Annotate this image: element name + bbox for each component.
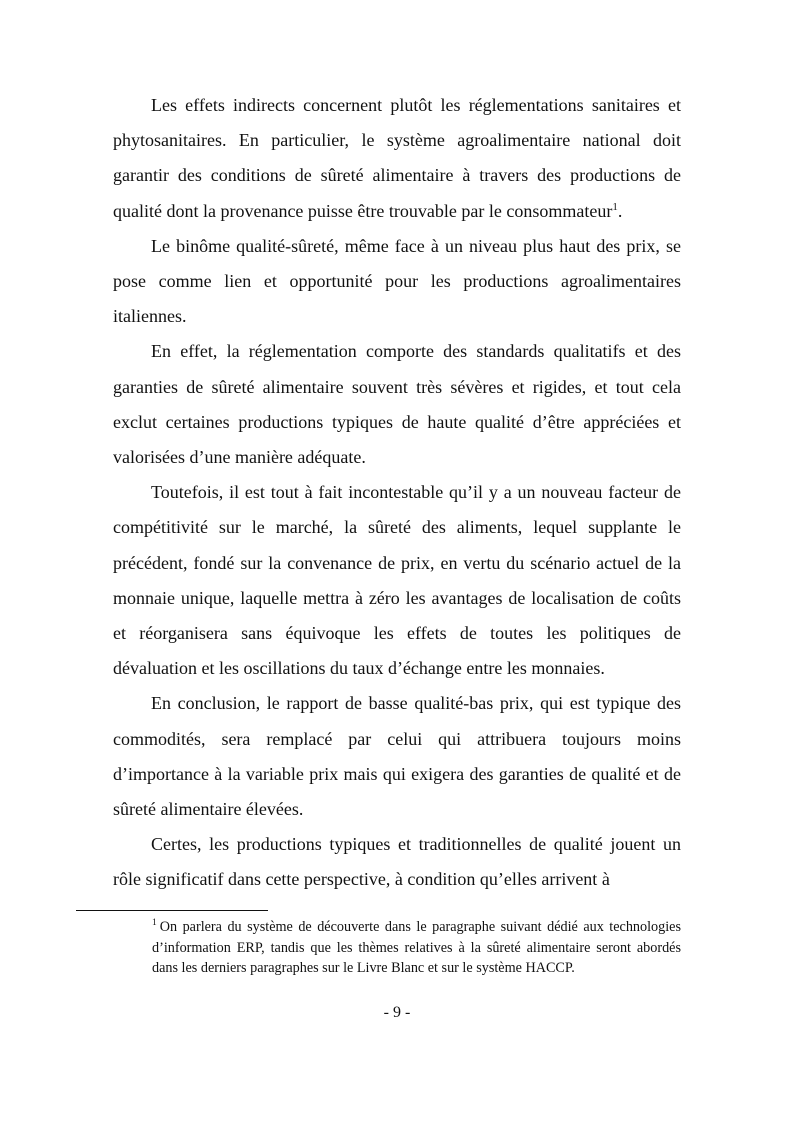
footnote: [152, 917, 681, 979]
footnote-text: On parlera du système de découverte dans le paragraphe suivant dédié aux technologies d’information ERP, tandis que les thèmes relatives à la sûreté alimentaire seront abordés dans les derniers paragraphes sur le Livre Blanc et sur le système HACCP.: [152, 919, 681, 977]
footnote-reference: 1: [612, 200, 618, 213]
body-text: [113, 88, 681, 898]
paragraph-conclusion: En conclusion, le rapport de basse qualité-bas prix, qui est typique des commodités, sera remplacé par celui qui attribuera toujours moins d’importance à la variable prix mais qui exigera des garanties de qualité et de sûreté alimentaire élevées.: [113, 693, 681, 820]
paragraph-end-punctuation: .: [617, 200, 623, 221]
paragraph-typical-productions: Certes, les productions typiques et traditionnelles de qualité jouent un rôle significatif dans cette perspective, à condition qu’elles arrivent à: [113, 834, 681, 890]
paragraph-competitiveness: Toutefois, il est tout à fait incontestable qu’il y a un nouveau facteur de compétitivité sur le marché, la sûreté des aliments, lequel supplante le précédent, fondé sur la convenance de prix, en vertu du scénario actuel de la monnaie unique, laquelle mettra à zéro les avantages de localisation de coûts et réorganisera sans équivoque les effets de toutes les politiques de dévaluation et les oscillations du taux d’échange entre les monnaies.: [113, 482, 681, 679]
page-number: - 9 -: [383, 1004, 411, 1021]
paragraph-text: Les effets indirects concernent plutôt les réglementations sanitaires et phytosanitaires. En particulier, le système agroalimentaire national doit garantir des conditions de sûreté alimentaire à travers des productions de qualité dont la provenance puisse être trouvable par le consommateur: [113, 95, 681, 221]
paragraph-regulation: En effet, la réglementation comporte des standards qualitatifs et des garanties de sûreté alimentaire souvent très sévères et rigides, et tout cela exclut certaines productions typiques de haute qualité d’être appréciées et valorisées d’une manière adéquate.: [113, 341, 681, 468]
paragraph-quality-safety: Le binôme qualité-sûreté, même face à un niveau plus haut des prix, se pose comme lien et opportunité pour les productions agroalimentaires italiennes.: [113, 235, 681, 327]
footnote-number: 1: [152, 918, 157, 929]
footnote-divider: [76, 910, 268, 911]
paragraph-indirect-effects: [113, 88, 681, 229]
